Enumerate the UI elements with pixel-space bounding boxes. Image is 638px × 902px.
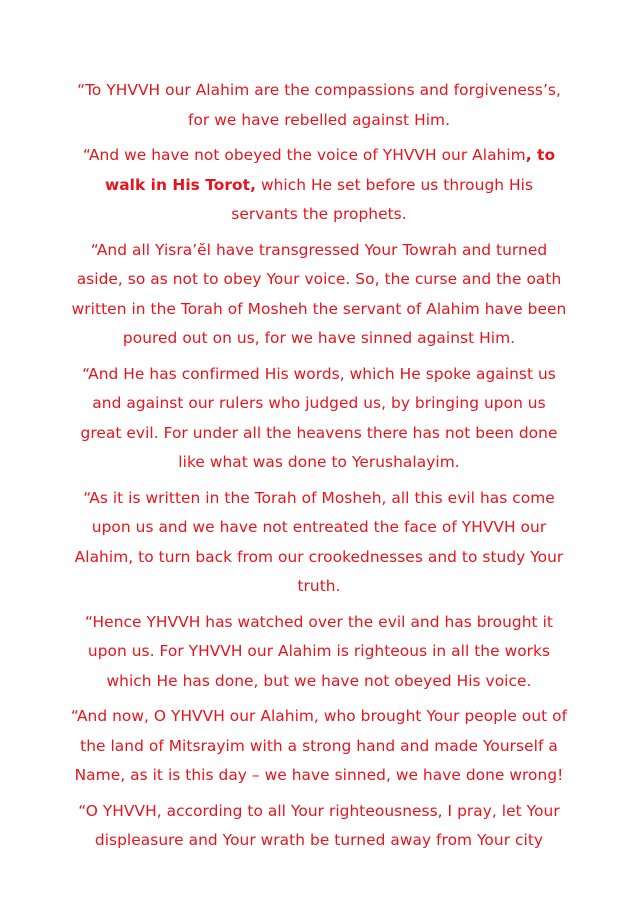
paragraph-6-text: “Hence YHVVH has watched over the evil and has brought it upon us. For YHVVH our Alahim is righteous in all the works which He has done, but we have not obeyed His voice. [85, 612, 553, 690]
paragraph-4 [70, 360, 568, 478]
paragraph-2-text: “And we have not obeyed the voice of YHVVH our Alahim [82, 146, 526, 164]
paragraph-1-text: “To YHVVH our Alahim are the compassions and forgiveness’s, for we have rebelled against Him. [77, 81, 561, 129]
paragraph-4-text: “And He has confirmed His words, which He spoke against us and against our rulers who judged us, by bringing upon us great evil. For under all the heavens there has not been done like what was done to Yerushalayim. [80, 364, 558, 471]
paragraph-6 [70, 608, 568, 697]
paragraph-5-text: “As it is written in the Torah of Mosheh, all this evil has come upon us and we have not entreated the face of YHVVH our Alahim, to turn back from our crookednesses and to study Your truth. [74, 488, 564, 595]
paragraph-2-bold-text: , to walk in His Torot, [104, 146, 556, 194]
paragraph-1 [70, 76, 568, 135]
paragraph-7-text: “And now, O YHVVH our Alahim, who brought Your people out of the land of Mitsrayim with a strong hand and made Yourself a Name, as it is this day – we have sinned, we have done wrong! [70, 707, 568, 784]
paragraph-2 [70, 141, 568, 230]
paragraph-3-text: “And all Yisra’ĕl have transgressed Your Towrah and turned aside, so as not to obey Your voice. So, the curse and the oath written in the Torah of Mosheh the servant of Alahim have been poured out on us, for we have sinned against Him. [71, 240, 567, 347]
paragraph-3 [70, 236, 568, 354]
paragraph-8 [70, 797, 568, 856]
paragraph-8-text: “O YHVVH, according to all Your righteousness, I pray, let Your displeasure and Your wrath be turned away from Your city [78, 801, 560, 849]
paragraph-2-text-end: which He set before us through His servants the prophets. [231, 175, 534, 223]
paragraph-7 [70, 702, 568, 791]
document-body [70, 76, 568, 862]
paragraph-5 [70, 484, 568, 602]
